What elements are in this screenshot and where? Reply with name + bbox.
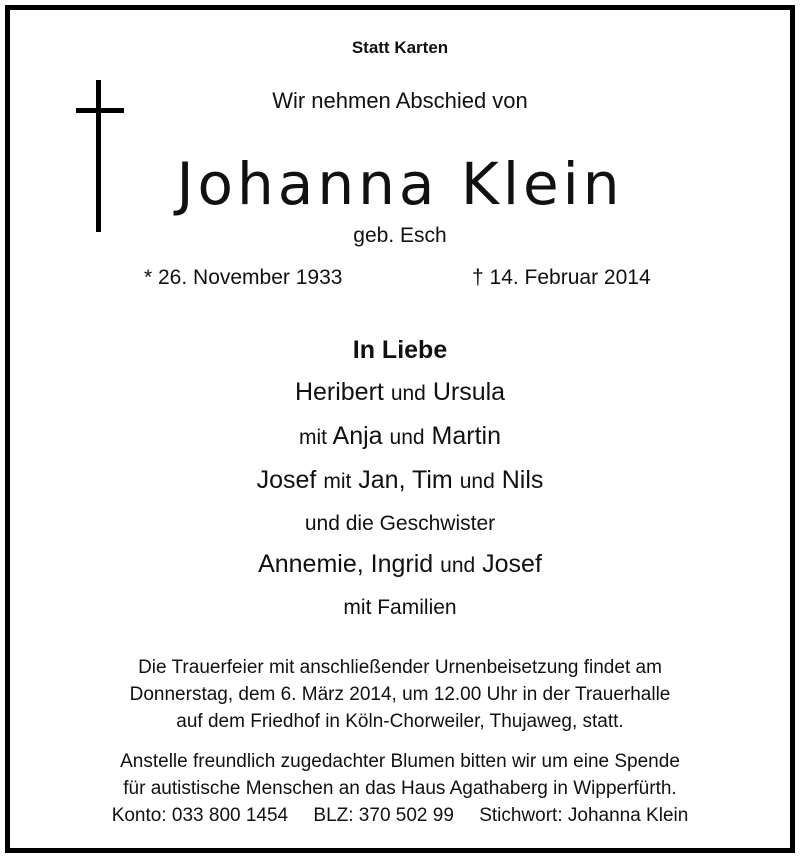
reference-keyword: Stichwort: Johanna Klein bbox=[479, 805, 689, 826]
mourner-name: Nils bbox=[501, 466, 544, 494]
connector-text: mit bbox=[323, 470, 352, 493]
connector-text: und bbox=[459, 470, 495, 493]
obituary-frame bbox=[5, 5, 795, 853]
mourner-name: Anja bbox=[332, 422, 383, 450]
mourner-name: Josef bbox=[256, 466, 317, 494]
ceremony-line: Die Trauerfeier mit anschließender Urnenbeisetzung findet am bbox=[138, 657, 662, 678]
mourner-name: Martin bbox=[431, 422, 502, 450]
mourner-line-2 bbox=[10, 422, 790, 451]
ceremony-line: auf dem Friedhof in Köln-Chorweiler, Thujaweg, statt. bbox=[176, 711, 624, 732]
ceremony-paragraph bbox=[10, 654, 790, 735]
connector-text: und bbox=[440, 554, 476, 577]
donation-line: für autistische Menschen an das Haus Agathaberg in Wipperfürth. bbox=[123, 778, 677, 799]
connector-text: und bbox=[390, 382, 426, 405]
intro-text: Wir nehmen Abschied von bbox=[272, 88, 528, 113]
mourner-name: Ursula bbox=[432, 378, 506, 406]
in-liebe-heading: In Liebe bbox=[352, 336, 448, 364]
mourner-name: Heribert bbox=[294, 378, 384, 406]
death-date: † 14. Februar 2014 bbox=[472, 266, 651, 289]
account-number: Konto: 033 800 1454 bbox=[111, 805, 289, 826]
connector-text: und bbox=[389, 426, 425, 449]
mourner-line-4: und die Geschwister bbox=[304, 512, 496, 535]
connector-text: mit bbox=[298, 426, 327, 449]
mourner-name: Jan, Tim bbox=[358, 466, 453, 494]
mourner-name: Annemie, Ingrid bbox=[258, 550, 434, 578]
mourner-line-3 bbox=[10, 466, 790, 495]
header-statt-karten: Statt Karten bbox=[351, 38, 449, 57]
bank-details bbox=[10, 802, 790, 829]
deceased-name: Johanna Klein bbox=[176, 150, 624, 218]
mourner-line-1 bbox=[10, 378, 790, 407]
ceremony-line: Donnerstag, dem 6. März 2014, um 12.00 Uhr in der Trauerhalle bbox=[129, 684, 671, 705]
bank-code: BLZ: 370 502 99 bbox=[313, 805, 454, 826]
mourner-line-6: mit Familien bbox=[343, 596, 457, 619]
mourner-line-5 bbox=[10, 550, 790, 579]
donation-paragraph bbox=[10, 748, 790, 829]
donation-line: Anstelle freundlich zugedachter Blumen bitten wir um eine Spende bbox=[120, 751, 680, 772]
birth-date: * 26. November 1933 bbox=[144, 266, 343, 289]
mourner-name: Josef bbox=[482, 550, 542, 578]
maiden-name: geb. Esch bbox=[353, 224, 447, 247]
